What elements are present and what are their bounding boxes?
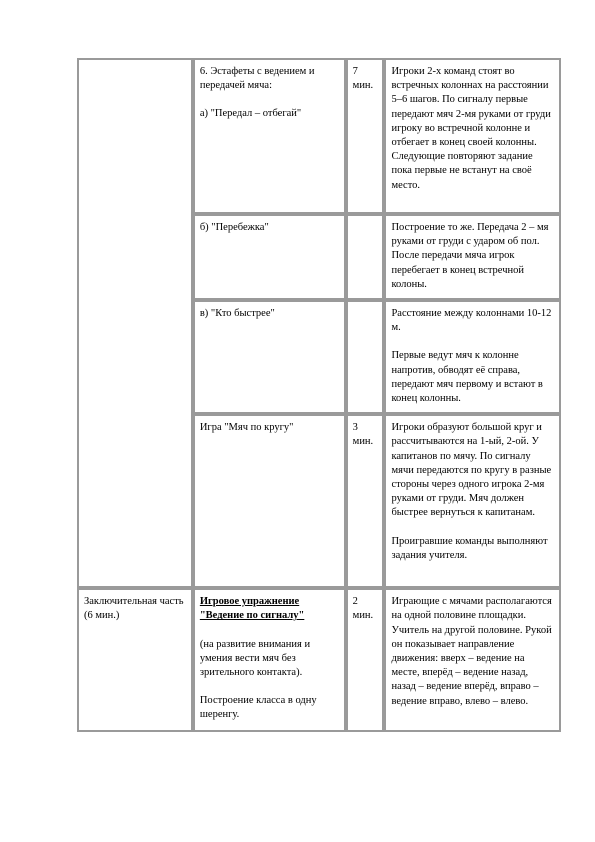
exercise-cell <box>193 588 346 732</box>
notes-text: Проигравшие команды выполняют задания учителя. <box>391 535 548 561</box>
exercise-cell <box>193 414 346 588</box>
notes-text: Игроки образуют большой круг и рассчитываются на 1-ый, 2-ой. У капитанов по мячу. По сигналу мячи передаются по кругу в разные стороны через одного игрока 2-мя руками от груди. Мяч должен быстрее вернуться к капитанам. <box>391 422 552 519</box>
time-cell <box>346 214 385 300</box>
notes-cell <box>384 414 561 588</box>
time-cell: 7 мин. <box>346 58 385 214</box>
notes-text: Расстояние между колоннами 10-12 м. <box>391 308 552 334</box>
time-cell: 3 мин. <box>346 414 385 588</box>
section-cell: Заключительная часть (6 мин.) <box>77 588 193 732</box>
notes-cell <box>384 214 561 300</box>
exercise-text: в) "Кто быстрее" <box>199 308 275 320</box>
exercise-text: Построение класса в одну шеренгу. <box>199 695 317 721</box>
exercise-text: Игра "Мяч по кругу" <box>199 422 294 434</box>
exercise-cell <box>193 58 346 214</box>
table-row <box>77 588 561 732</box>
lesson-plan-table <box>77 58 561 732</box>
notes-text: Первые ведут мяч к колонне напротив, обводят её справа, передают мяч первому и встают в конец колонны. <box>391 350 543 405</box>
notes-cell <box>384 588 561 732</box>
exercise-text: б) "Перебежка" <box>199 222 269 233</box>
exercise-text: а) "Передал – отбегай" <box>199 108 302 120</box>
exercise-text: (на развитие внимания и умения вести мяч без зрительного контакта). <box>199 638 311 679</box>
exercise-text: 6. Эстафеты с ведением и передачей мяча: <box>199 66 315 92</box>
time-cell <box>346 300 385 414</box>
time-cell: 2 мин. <box>346 588 385 732</box>
notes-text: Играющие с мячами располагаются на одной половине площадки. Учитель на другой половине. Рукой он показывает направление движения: вверх – ведение на месте, вперёд – ведение назад, назад – ведение вперёд, вправо – ведение вправо, влево – влево. <box>391 596 552 707</box>
notes-text: Игроки 2-х команд стоят во встречных колоннах на расстоянии 5–6 шагов. По сигналу первые передают мяч 2-мя руками от груди игроку во встречной колонне и отбегает в конец своей колонны. Следующие повторяют задание пока первые не встанут на своё место. <box>391 66 551 191</box>
exercise-cell <box>193 214 346 300</box>
exercise-title: Игровое упражнение "Ведение по сигналу" <box>199 596 305 622</box>
notes-cell <box>384 58 561 214</box>
table-row <box>77 58 561 214</box>
notes-cell <box>384 300 561 414</box>
section-cell <box>77 58 193 588</box>
exercise-cell <box>193 300 346 414</box>
notes-text: Построение то же. Передача 2 – мя руками от груди с ударом об пол. После передачи мяча игрок перебегает в конец встречной колоны. <box>391 222 549 290</box>
